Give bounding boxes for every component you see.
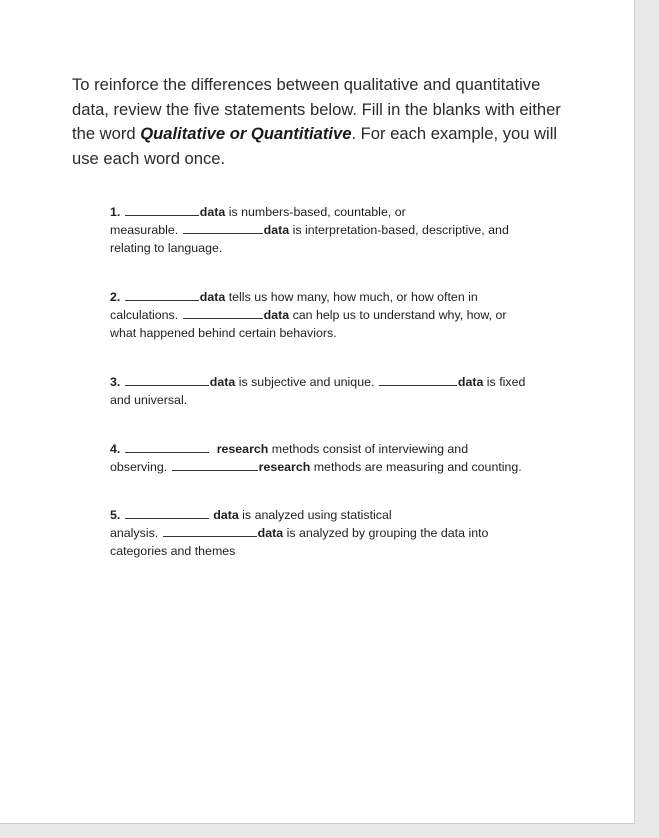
statement-text: measurable. — [110, 223, 182, 237]
statement-text: analysis. — [110, 526, 162, 540]
statement-text: observing. — [110, 460, 171, 474]
statement-text: is subjective and unique. — [235, 375, 378, 389]
keyword: data — [457, 375, 484, 389]
keyword: research — [258, 460, 311, 474]
statement-text: is fixed — [483, 375, 526, 389]
statement-text: is numbers-based, countable, or — [225, 205, 406, 219]
instructions-text-end: . For each example, you will use each word once. — [72, 124, 558, 168]
statement-3 — [110, 373, 580, 409]
statement-number: 2. — [110, 290, 121, 304]
answer-blank[interactable] — [125, 506, 209, 519]
answer-blank[interactable] — [163, 524, 257, 537]
statement-text: calculations. — [110, 308, 182, 322]
statement-text: is analyzed using statistical — [238, 508, 392, 522]
statement-4 — [110, 440, 580, 476]
statement-2 — [110, 288, 580, 342]
statement-5 — [110, 506, 580, 560]
answer-blank[interactable] — [125, 440, 209, 453]
instructions-emphasis: Qualitative or Quantitiative — [140, 124, 352, 143]
keyword: data — [209, 375, 236, 389]
statement-number: 4. — [110, 442, 121, 456]
keyword: research — [216, 442, 269, 456]
statement-text: and universal. — [110, 393, 188, 407]
statement-text: is interpretation-based, descriptive, and — [289, 223, 509, 237]
answer-blank[interactable] — [125, 203, 199, 216]
keyword: data — [263, 223, 290, 237]
statement-number: 1. — [110, 205, 121, 219]
statement-text: categories and themes — [110, 544, 236, 558]
statement-text: methods consist of interviewing and — [268, 442, 469, 456]
keyword: data — [257, 526, 284, 540]
answer-blank[interactable] — [183, 221, 263, 234]
statement-text: methods are measuring and counting. — [310, 460, 522, 474]
statement-number: 3. — [110, 375, 121, 389]
statement-text: tells us how many, how much, or how often in — [225, 290, 478, 304]
keyword: data — [263, 308, 290, 322]
answer-blank[interactable] — [125, 373, 209, 386]
answer-blank[interactable] — [172, 458, 258, 471]
answer-blank[interactable] — [125, 288, 199, 301]
instructions-text-start: To reinforce the differences between qualitative and quantitative data, review the five statements below. Fill in the blanks with either the word — [72, 75, 561, 143]
keyword: data — [199, 205, 226, 219]
keyword: data — [199, 290, 226, 304]
statement-1 — [110, 203, 580, 257]
answer-blank[interactable] — [183, 306, 263, 319]
statement-number: 5. — [110, 508, 121, 522]
answer-blank[interactable] — [379, 373, 457, 386]
keyword: data — [213, 508, 239, 522]
statement-text: relating to language. — [110, 241, 223, 255]
statement-text: what happened behind certain behaviors. — [110, 326, 337, 340]
statement-text: can help us to understand why, how, or — [289, 308, 507, 322]
instructions-paragraph — [72, 73, 572, 171]
statement-text: is analyzed by grouping the data into — [283, 526, 489, 540]
